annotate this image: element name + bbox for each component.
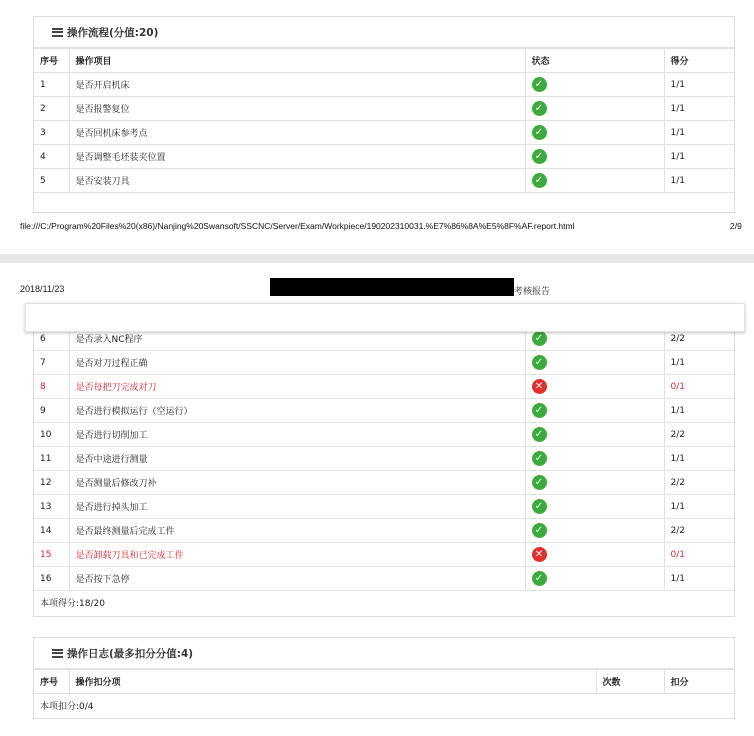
table-row <box>34 121 734 145</box>
row-no: 14 <box>34 519 69 543</box>
row-item: 是否中途进行测量 <box>69 447 525 471</box>
row-status <box>525 447 664 471</box>
row-item: 是否每把刀完成对刀 <box>69 375 525 399</box>
log-panel <box>33 637 735 719</box>
row-score: 1/1 <box>664 145 734 169</box>
row-item: 是否进行切削加工 <box>69 423 525 447</box>
log-col-header-item: 操作扣分项 <box>69 670 596 694</box>
row-item: 是否进行模拟运行（空运行） <box>69 399 525 423</box>
check-circle-icon: ✓ <box>532 331 547 346</box>
row-score: 1/1 <box>664 567 734 591</box>
col-header-item: 操作项目 <box>69 49 525 73</box>
row-status <box>525 495 664 519</box>
row-status <box>525 145 664 169</box>
col-header-status: 状态 <box>525 49 664 73</box>
row-status <box>525 399 664 423</box>
check-circle-icon: ✓ <box>532 355 547 370</box>
process-table-continued <box>34 326 734 615</box>
log-panel-heading <box>34 638 734 669</box>
row-item: 是否回机床参考点 <box>69 121 525 145</box>
table-row <box>34 351 734 375</box>
check-circle-icon: ✓ <box>532 475 547 490</box>
table-row <box>34 423 734 447</box>
row-item: 是否进行掉头加工 <box>69 495 525 519</box>
process-panel-page1 <box>33 16 735 213</box>
row-score: 0/1 <box>664 375 734 399</box>
row-no: 2 <box>34 97 69 121</box>
row-status <box>525 543 664 567</box>
print-footer-page: 2/9 <box>730 221 742 231</box>
row-score: 1/1 <box>664 399 734 423</box>
row-status <box>525 169 664 193</box>
row-item: 是否录入NC程序 <box>69 327 525 351</box>
table-row <box>34 169 734 193</box>
row-item: 是否对刀过程正确 <box>69 351 525 375</box>
col-header-no: 序号 <box>34 49 69 73</box>
row-item: 是否调整毛坯装夹位置 <box>69 145 525 169</box>
check-circle-icon: ✓ <box>532 427 547 442</box>
log-col-header-no: 序号 <box>34 670 69 694</box>
check-circle-icon: ✓ <box>532 571 547 586</box>
check-circle-icon: ✓ <box>532 523 547 538</box>
row-score: 1/1 <box>664 495 734 519</box>
row-score: 2/2 <box>664 327 734 351</box>
row-score: 2/2 <box>664 423 734 447</box>
x-circle-icon: ✕ <box>532 547 547 562</box>
row-no: 5 <box>34 169 69 193</box>
log-total: 本项扣分:0/4 <box>34 694 734 718</box>
row-score: 2/2 <box>664 471 734 495</box>
print-header-title: 考核报告 <box>514 287 551 297</box>
x-circle-icon: ✕ <box>532 379 547 394</box>
row-no: 15 <box>34 543 69 567</box>
panel-heading <box>34 17 734 48</box>
row-status <box>525 519 664 543</box>
row-no: 13 <box>34 495 69 519</box>
row-status <box>525 423 664 447</box>
row-score: 1/1 <box>664 97 734 121</box>
row-score: 1/1 <box>664 169 734 193</box>
row-item: 是否测量后修改刀补 <box>69 471 525 495</box>
check-circle-icon: ✓ <box>532 101 547 116</box>
print-footer-url: file:///C:/Program%20Files%20(x86)/Nanjing%20Swansoft/SSCNC/Server/Exam/Workpiece/190202310031.%E7%86%8A%E5%8F%AF.report.html <box>20 221 575 231</box>
row-no: 10 <box>34 423 69 447</box>
row-no: 11 <box>34 447 69 471</box>
panel-title: 操作流程(分值:20) <box>67 26 159 39</box>
row-no: 7 <box>34 351 69 375</box>
table-row <box>34 375 734 399</box>
row-no: 16 <box>34 567 69 591</box>
row-no: 4 <box>34 145 69 169</box>
check-circle-icon: ✓ <box>532 403 547 418</box>
row-status <box>525 97 664 121</box>
process-total: 本项得分:18/20 <box>34 591 734 615</box>
row-item: 是否报警复位 <box>69 97 525 121</box>
row-no: 1 <box>34 73 69 97</box>
check-circle-icon: ✓ <box>532 77 547 92</box>
row-score: 2/2 <box>664 519 734 543</box>
floating-header-bar <box>25 303 745 332</box>
row-status <box>525 567 664 591</box>
table-row <box>34 97 734 121</box>
row-item: 是否安装刀具 <box>69 169 525 193</box>
row-score: 1/1 <box>664 351 734 375</box>
print-header-date: 2018/11/23 <box>20 284 65 294</box>
row-status <box>525 471 664 495</box>
process-panel-page2 <box>33 326 735 617</box>
row-no: 3 <box>34 121 69 145</box>
table-row <box>34 495 734 519</box>
log-col-header-count: 次数 <box>596 670 664 694</box>
log-table <box>34 669 734 718</box>
row-no: 6 <box>34 327 69 351</box>
check-circle-icon: ✓ <box>532 173 547 188</box>
page-break <box>0 254 754 263</box>
col-header-score: 得分 <box>664 49 734 73</box>
list-icon <box>52 28 63 37</box>
row-no: 12 <box>34 471 69 495</box>
row-no: 9 <box>34 399 69 423</box>
check-circle-icon: ✓ <box>532 451 547 466</box>
row-score: 1/1 <box>664 121 734 145</box>
row-item: 是否最终测量后完成工件 <box>69 519 525 543</box>
log-col-header-deduct: 扣分 <box>664 670 734 694</box>
row-item: 是否按下急停 <box>69 567 525 591</box>
check-circle-icon: ✓ <box>532 499 547 514</box>
row-status <box>525 351 664 375</box>
table-row <box>34 73 734 97</box>
table-row <box>34 447 734 471</box>
check-circle-icon: ✓ <box>532 125 547 140</box>
row-score: 1/1 <box>664 73 734 97</box>
log-panel-title: 操作日志(最多扣分分值:4) <box>67 647 194 660</box>
row-item: 是否卸载刀具和已完成工件 <box>69 543 525 567</box>
row-score: 0/1 <box>664 543 734 567</box>
row-no: 8 <box>34 375 69 399</box>
row-status <box>525 73 664 97</box>
table-row <box>34 399 734 423</box>
table-row <box>34 471 734 495</box>
table-row <box>34 519 734 543</box>
row-score: 1/1 <box>664 447 734 471</box>
list-icon <box>52 649 63 658</box>
process-table <box>34 48 734 193</box>
row-item: 是否开启机床 <box>69 73 525 97</box>
row-status <box>525 375 664 399</box>
table-row <box>34 567 734 591</box>
redacted-block <box>270 278 514 296</box>
row-status <box>525 121 664 145</box>
check-circle-icon: ✓ <box>532 149 547 164</box>
table-row <box>34 145 734 169</box>
table-row <box>34 543 734 567</box>
